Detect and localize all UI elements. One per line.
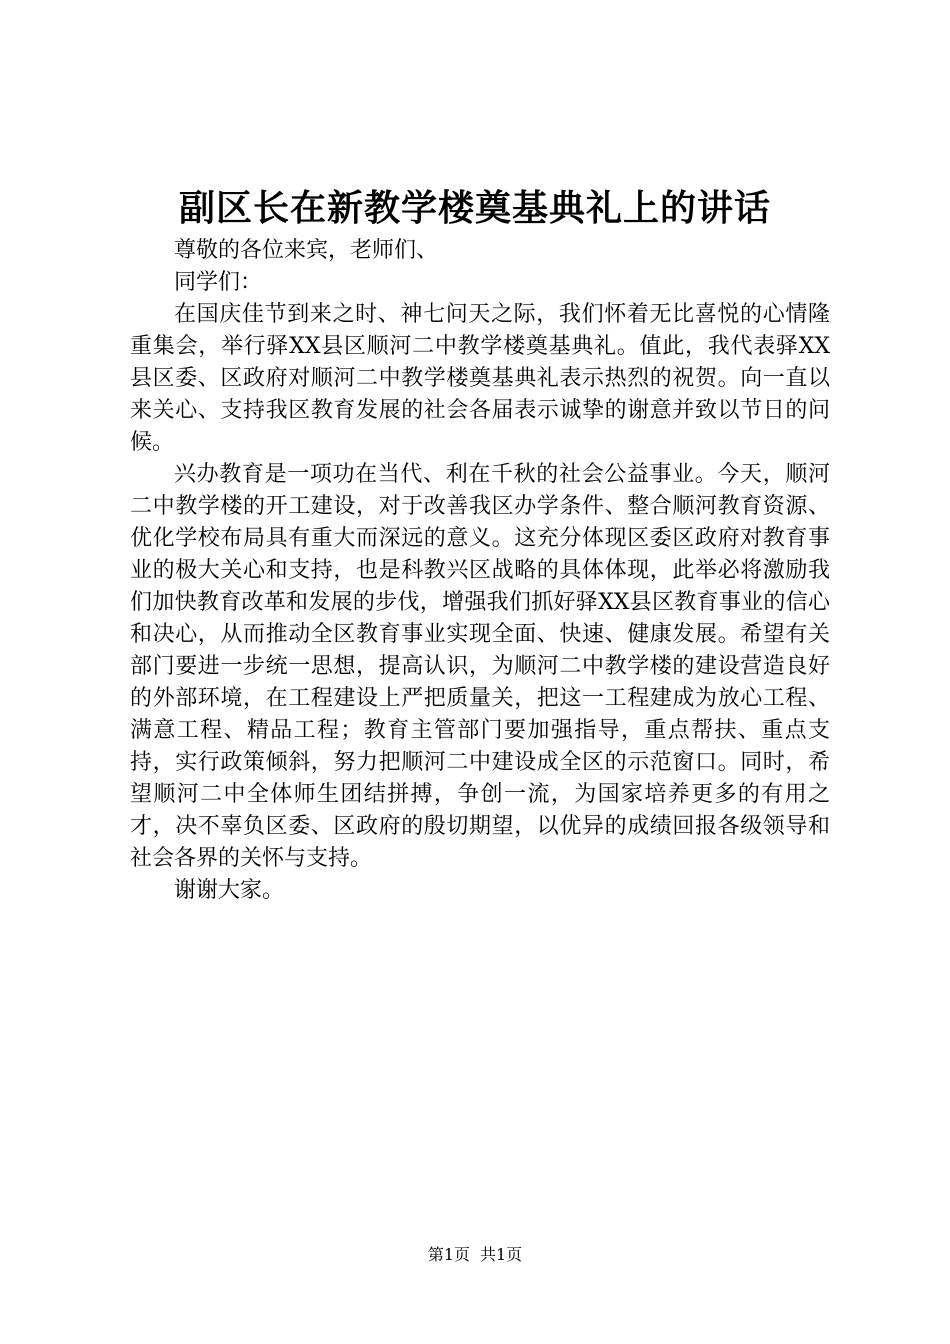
closing-line: 谢谢大家。 (174, 878, 285, 903)
page-total: 共1页 (480, 1245, 523, 1264)
paragraph-1: 在国庆佳节到来之时、神七问天之际，我们怀着无比喜悦的心情隆重集会，举行驿XX县区顺河二中教学楼奠基典礼。值此，我代表驿XX县区委、区政府对顺河二中教学楼奠基典礼表示热烈的祝贺。向一直以来关心、支持我区教育发展的社会各届表示诚挚的谢意并致以节日的问候。 (130, 302, 830, 455)
page-number: 第1页 (427, 1245, 470, 1264)
paragraph-2: 兴办教育是一项功在当代、利在千秋的社会公益事业。今天，顺河二中教学楼的开工建设，对于改善我区办学条件、整合顺河教育资源、优化学校布局具有重大而深远的意义。这充分体现区委区政府对教育事业的极大关心和支持，也是科教兴区战略的具体体现，此举必将激励我们加快教育改革和发展的步伐，增强我们抓好驿XX县区教育事业的信心和决心，从而推动全区教育事业实现全面、快速、健康发展。希望有关部门要进一步统一思想，提高认识，为顺河二中教学楼的建设营造良好的外部环境，在工程建设上严把质量关，把这一工程建成为放心工程、满意工程、精品工程；教育主管部门要加强指导，重点帮扶、重点支持，实行政策倾斜，努力把顺河二中建设成全区的示范窗口。同时，希望顺河二中全体师生团结拼搏，争创一流，为国家培养更多的有用之才，决不辜负区委、区政府的殷切期望，以优异的成绩回报各级领导和社会各界的关怀与支持。 (130, 462, 830, 871)
page-footer (0, 1244, 950, 1266)
document-title: 副区长在新教学楼奠基典礼上的讲话 (178, 187, 771, 229)
salutation-line-1: 尊敬的各位来宾，老师们、 (174, 238, 439, 263)
document-body (130, 235, 830, 907)
salutation-line-2: 同学们： (174, 270, 263, 295)
